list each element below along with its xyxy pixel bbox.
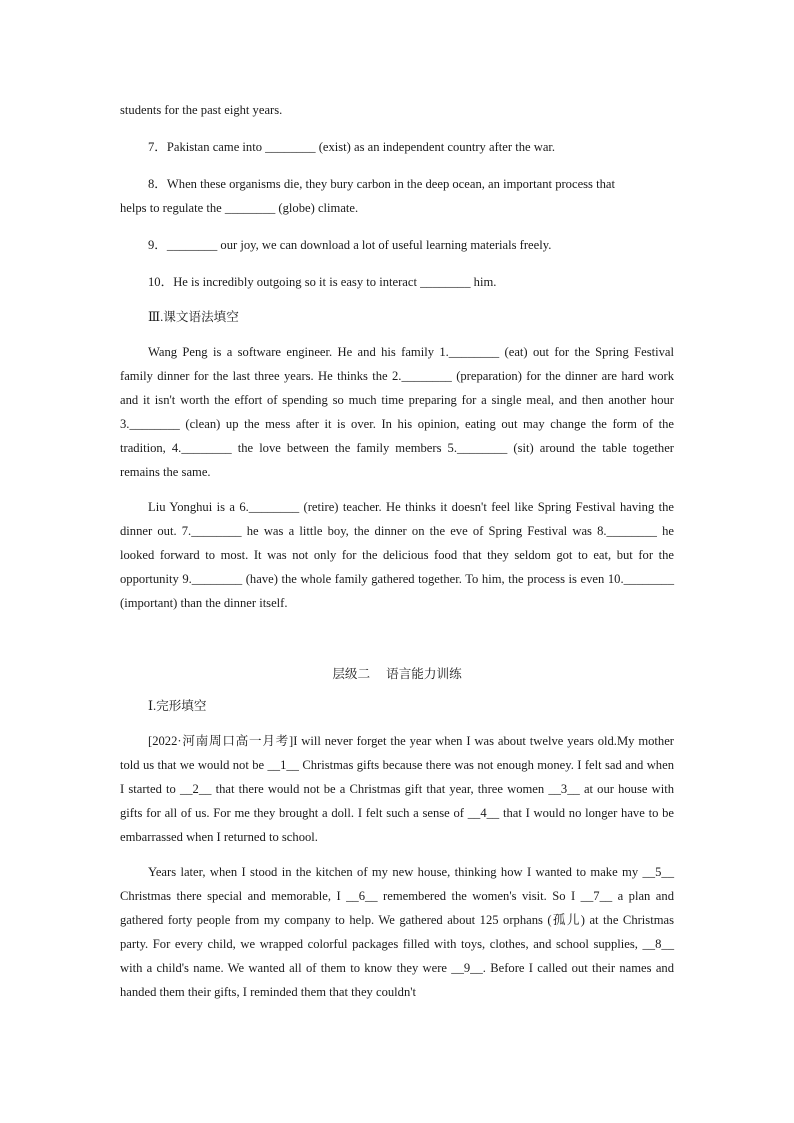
paragraph-liu-yonghui: Liu Yonghui is a 6.________ (retire) teacher. He thinks it doesn't feel like Spring Festival having the dinner out. 7.________ he was a little boy, the dinner on the eve of Spring Festival was 8.________ he looked forward to most. It was not only for the delicious food that they seldom got to eat, but for the opportunity 9.________ (have) the whole family gathered together. To him, the process is even 10.________ (important) than the dinner itself. [120, 500, 674, 610]
question-10: 10．He is incredibly outgoing so it is easy to interact ________ him. [148, 275, 497, 289]
question-8-line-2: helps to regulate the ________ (globe) climate. [120, 201, 359, 215]
level-title-left: 层级二 [332, 667, 371, 681]
paragraph-cloze-2: Years later, when I stood in the kitchen of my new house, thinking how I wanted to make my __5__ Christmas there special and memorable, I __6__ remembered the women's visit. So I __7__ a plan and gathered forty people from my company to help. We gathered about 125 orphans (孤儿) at the Christmas party. For every child, we wrapped colorful packages filled with toys, clothes, and school supplies, __8__ with a child's name. We wanted all of them to know they were __9__. Before I called out their names and handed them their gifts, I reminded them that they couldn't [120, 865, 674, 999]
level-title [120, 664, 674, 684]
section-title-grammar-fill: Ⅲ.课文语法填空 [148, 310, 239, 324]
document-page [120, 98, 674, 1015]
question-8-line-1: 8．When these organisms die, they bury carbon in the deep ocean, an important process that [148, 177, 615, 191]
level-title-right: 语言能力训练 [386, 667, 462, 681]
paragraph-wang-peng: Wang Peng is a software engineer. He and his family 1.________ (eat) out for the Spring Festival family dinner for the last three years. He thinks the 2.________ (preparation) for the dinner are hard work and it isn't worth the effort of spending so much time preparing for a single meal, and then another hour 3.________ (clean) up the mess after it is over. In his opinion, eating out may change the form of the tradition, 4.________ the love between the family members 5.________ (sit) around the table together remains the same. [120, 345, 674, 479]
text-line: students for the past eight years. [120, 103, 283, 117]
section-title-cloze: Ⅰ.完形填空 [148, 699, 207, 713]
question-9: 9．________ our joy, we can download a lot of useful learning materials freely. [148, 238, 552, 252]
paragraph-cloze-1: [2022·河南周口高一月考]I will never forget the year when I was about twelve years old.My mother told us that we would not be __1__ Christmas gifts because there was not enough money. I felt sad and when I started to __2__ that there would not be a Christmas gift that year, three women __3__ at our house with gifts for all of us. For me they brought a doll. I felt such a sense of __4__ that I would no longer have to be embarrassed when I returned to school. [120, 734, 674, 844]
question-7: 7．Pakistan came into ________ (exist) as an independent country after the war. [148, 140, 556, 154]
